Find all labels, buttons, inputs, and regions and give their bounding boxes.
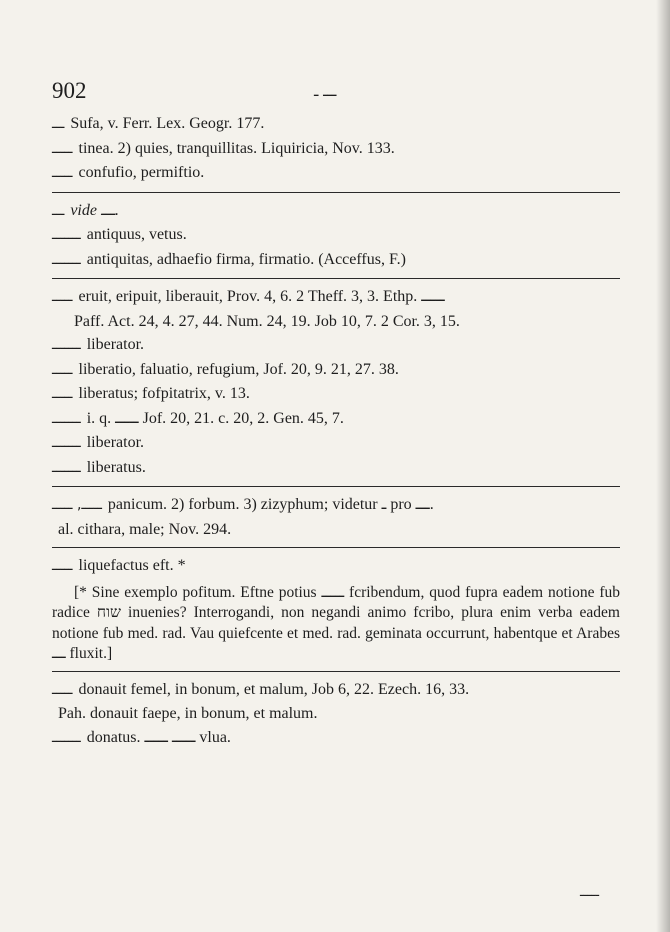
entry-text: eruit, eripuit, liberauit, Prov. 4, 6. 2 Theff. 3, 3. Ethp. ـــــ [78, 288, 445, 305]
footnote-text: [* Sine exemplo pofitum. Eftne potius ـــــ fcribendum, quod fupra eadem notione fub radice שוח inuenies? Interrogandi, non negandi animo fcribo, plura enim verba eadem notione fub med. rad. Vau quiefcente et med. rad. geminata occurrunt, habentque et Arabes ـــ fluxit.] [52, 583, 620, 662]
syriac-headword: ـــــــ [52, 227, 81, 243]
entry-line [52, 112, 620, 137]
entry-block [52, 678, 620, 751]
entry-line [52, 137, 620, 162]
syriac-headword: ـــ [52, 202, 65, 219]
entry-block [52, 285, 620, 480]
section-divider [52, 486, 620, 487]
entry-block [52, 493, 620, 541]
entry-text: al. cithara, male; Nov. 294. [58, 520, 232, 538]
syriac-headword: ـــــ, ـــــ [52, 497, 102, 513]
entry-line [52, 310, 620, 334]
entry-line [52, 456, 620, 481]
section-divider [52, 278, 620, 279]
section-divider [52, 671, 620, 672]
entry-text: antiquitas, adhaefio firma, firmatio. (Acceffus, F.) [86, 250, 406, 268]
entry-block [52, 554, 620, 665]
syriac-headword: ـــــ [52, 558, 73, 574]
entry-text: panicum. 2) forbum. 3) zizyphum; videtur ـ pro ـــ. [107, 496, 434, 513]
entry-line [52, 554, 620, 579]
entry-text: liquefactus eft. * [78, 557, 186, 574]
syriac-headword: ـــــــ [52, 435, 81, 451]
syriac-headword: ـــــ [52, 289, 73, 305]
entry-text: Sufa, v. Ferr. Lex. Geogr. 177. [70, 115, 265, 132]
syriac-headword: ـــــــ [52, 251, 81, 268]
entry-text: liberatio, faluatio, refugium, Jof. 20, 9. 21, 27. 38. [78, 360, 399, 378]
syriac-headword: ـــــ [52, 681, 73, 698]
entry-text: antiquus, vetus. [86, 226, 187, 243]
entry-text: tinea. 2) quies, tranquillitas. Liquiricia, Nov. 133. [78, 139, 395, 157]
syriac-headword: ـــــــ [52, 410, 81, 427]
entry-line [52, 223, 620, 248]
page-number: 902 [52, 78, 87, 103]
entry-line [52, 702, 620, 726]
syriac-headword: ـــــ [52, 140, 73, 157]
syriac-headword: ـــــــ [52, 729, 81, 746]
entry-line [52, 358, 620, 383]
running-head: ـــ ـ [314, 82, 337, 100]
entry-text: vide ـــ. [70, 201, 120, 219]
entry-text: liberator. [86, 336, 145, 353]
page-header [52, 78, 612, 108]
entry-line [52, 678, 620, 703]
entry-text: liberatus; fofpitatrix, v. 13. [78, 385, 250, 402]
dictionary-content [52, 112, 620, 750]
page-edge-shadow [656, 0, 670, 932]
entry-text: Pah. donauit faepe, in bonum, et malum. [58, 705, 318, 722]
entry-line [52, 431, 620, 456]
syriac-headword: ـــــ [52, 165, 73, 181]
section-divider [52, 547, 620, 548]
entry-block [52, 112, 620, 186]
entry-line [52, 248, 620, 273]
section-divider [52, 192, 620, 193]
entry-line [52, 493, 620, 518]
entry-line [52, 726, 620, 751]
entry-text: liberatus. [86, 458, 146, 476]
entry-line [52, 333, 620, 358]
syriac-headword: ـــــ [52, 386, 73, 402]
catchword: ـــــ [580, 885, 600, 900]
syriac-headword: ـــــــ [52, 459, 81, 476]
syriac-headword: ـــــــ [52, 337, 81, 353]
entry-text: i. q. ـــــ Jof. 20, 21. c. 20, 2. Gen. 45, 7. [86, 409, 344, 427]
entry-text: confufio, permiftio. [78, 164, 205, 181]
entry-line [52, 518, 620, 542]
entry-line [52, 199, 620, 224]
entry-text: Paff. Act. 24, 4. 27, 44. Num. 24, 19. Job 10, 7. 2 Cor. 3, 15. [74, 312, 460, 330]
entry-line [52, 407, 620, 432]
entry-line [52, 285, 620, 310]
syriac-headword: ـــ [52, 116, 65, 132]
entry-text: liberator. [86, 434, 145, 451]
entry-line [52, 161, 620, 186]
entry-line [52, 382, 620, 407]
entry-block [52, 199, 620, 273]
syriac-headword: ـــــ [52, 361, 73, 378]
entry-text: donatus. ـــــ ـــــ vlua. [86, 728, 231, 746]
entry-text: donauit femel, in bonum, et malum, Job 6, 22. Ezech. 16, 33. [78, 680, 470, 698]
